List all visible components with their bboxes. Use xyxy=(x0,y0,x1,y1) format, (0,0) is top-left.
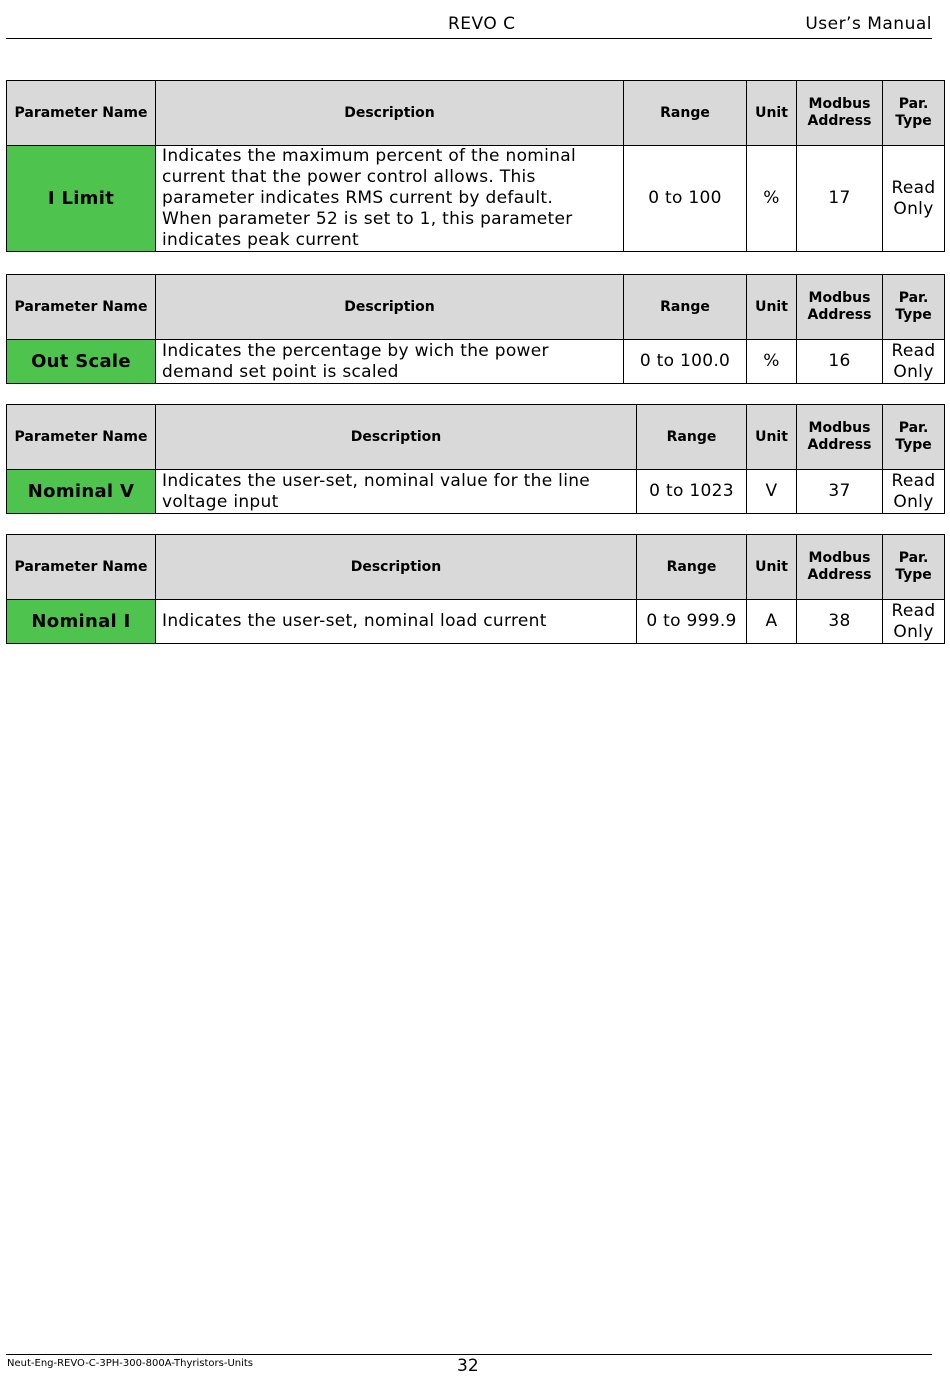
parameter-modbus-address: 37 xyxy=(797,470,883,514)
parameter-type: Read Only xyxy=(883,600,945,644)
column-header-parameter-name: Parameter Name xyxy=(7,535,156,600)
column-header-description: Description xyxy=(156,405,637,470)
document-title: REVO C xyxy=(448,14,516,34)
parameter-name: Nominal V xyxy=(7,470,156,514)
column-header-range: Range xyxy=(637,405,747,470)
column-header-modbus-address: Modbus Address xyxy=(797,405,883,470)
parameter-range: 0 to 999.9 xyxy=(637,600,747,644)
table-header-row xyxy=(7,275,945,340)
parameter-modbus-address: 38 xyxy=(797,600,883,644)
manual-label: User’s Manual xyxy=(805,14,932,34)
column-header-unit: Unit xyxy=(747,275,797,340)
parameter-description: Indicates the user-set, nominal load current xyxy=(156,600,637,644)
parameter-unit: % xyxy=(747,146,797,252)
parameter-unit: A xyxy=(747,600,797,644)
table-row xyxy=(7,340,945,384)
column-header-par-type: Par. Type xyxy=(883,535,945,600)
column-header-parameter-name: Parameter Name xyxy=(7,275,156,340)
parameter-unit: % xyxy=(747,340,797,384)
column-header-range: Range xyxy=(624,81,747,146)
page-number: 32 xyxy=(457,1356,479,1376)
column-header-range: Range xyxy=(637,535,747,600)
page-footer xyxy=(6,1354,932,1379)
column-header-modbus-address: Modbus Address xyxy=(797,81,883,146)
column-header-description: Description xyxy=(156,81,624,146)
column-header-range: Range xyxy=(624,275,747,340)
document-code: Neut-Eng-REVO-C-3PH-300-800A-Thyristors-Units xyxy=(7,1358,254,1369)
parameter-modbus-address: 17 xyxy=(797,146,883,252)
column-header-description: Description xyxy=(156,275,624,340)
column-header-unit: Unit xyxy=(747,405,797,470)
table-header-row xyxy=(7,81,945,146)
parameter-range: 0 to 1023 xyxy=(637,470,747,514)
parameter-name: I Limit xyxy=(7,146,156,252)
column-header-par-type: Par. Type xyxy=(883,81,945,146)
column-header-modbus-address: Modbus Address xyxy=(797,275,883,340)
parameter-description: Indicates the user-set, nominal value for the line voltage input xyxy=(156,470,637,514)
parameter-table-nominal-i xyxy=(6,534,945,644)
table-header-row xyxy=(7,405,945,470)
table-header-row xyxy=(7,535,945,600)
parameter-range: 0 to 100.0 xyxy=(624,340,747,384)
column-header-par-type: Par. Type xyxy=(883,275,945,340)
column-header-modbus-address: Modbus Address xyxy=(797,535,883,600)
column-header-description: Description xyxy=(156,535,637,600)
table-row xyxy=(7,470,945,514)
parameter-table-out-scale xyxy=(6,274,945,384)
table-row xyxy=(7,600,945,644)
column-header-unit: Unit xyxy=(747,81,797,146)
parameter-table-nominal-v xyxy=(6,404,945,514)
column-header-parameter-name: Parameter Name xyxy=(7,405,156,470)
table-row xyxy=(7,146,945,252)
column-header-unit: Unit xyxy=(747,535,797,600)
column-header-parameter-name: Parameter Name xyxy=(7,81,156,146)
parameter-modbus-address: 16 xyxy=(797,340,883,384)
page-header xyxy=(6,12,932,39)
parameter-type: Read Only xyxy=(883,146,945,252)
parameter-table-i-limit xyxy=(6,80,945,252)
parameter-type: Read Only xyxy=(883,340,945,384)
parameter-description: Indicates the maximum percent of the nominal current that the power control allows. This parameter indicates RMS current by default. When parameter 52 is set to 1, this parameter indicates peak current xyxy=(156,146,624,252)
parameter-range: 0 to 100 xyxy=(624,146,747,252)
parameter-name: Out Scale xyxy=(7,340,156,384)
parameter-name: Nominal I xyxy=(7,600,156,644)
parameter-description: Indicates the percentage by wich the power demand set point is scaled xyxy=(156,340,624,384)
column-header-par-type: Par. Type xyxy=(883,405,945,470)
parameter-type: Read Only xyxy=(883,470,945,514)
parameter-unit: V xyxy=(747,470,797,514)
